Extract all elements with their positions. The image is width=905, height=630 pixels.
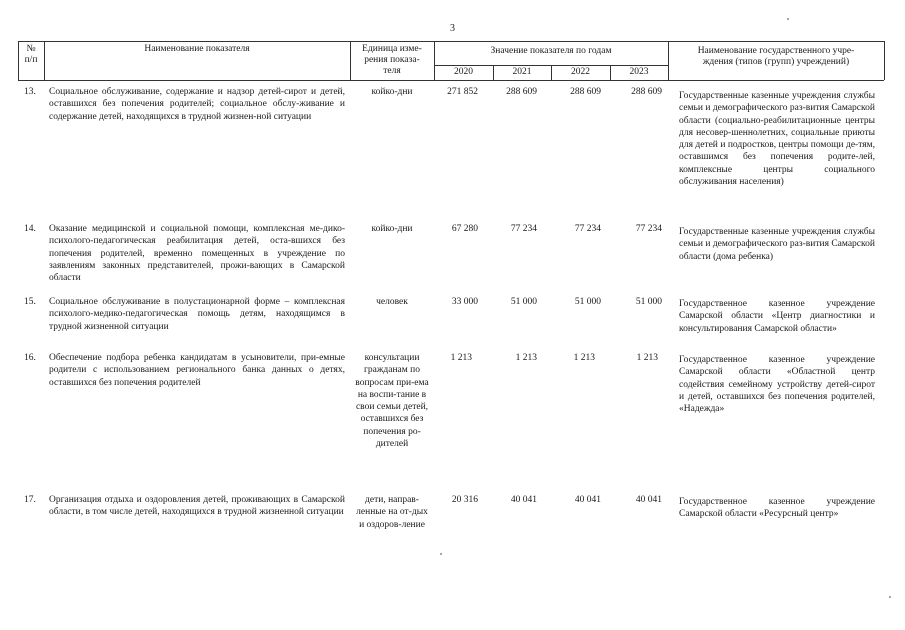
- unit: койко-дни: [371, 87, 413, 97]
- institution-name: Государственное казенное учреждение Самарской области «Ресурсный центр»: [679, 497, 875, 520]
- value-2023: 77 234: [635, 224, 662, 234]
- scan-speck: [440, 553, 442, 555]
- header-institution: Наименование государственного учре- ждения (типов (групп) учреждений): [697, 46, 855, 67]
- indicator-name: Оказание медицинской и социальной помощи, комплексная ме-дико-психолого-педагогическая реабилитация детей, оста-вшихся без попечения родителей, временно помещенных в учреждение по заявлениям законных представителей, прожи-вающих в Самарской области: [49, 224, 345, 284]
- value-2022: 40 041: [574, 495, 601, 505]
- header-unit: Единица изме- рения показа- теля: [362, 44, 422, 76]
- header-year: 2022: [571, 67, 590, 77]
- value-2022: 288 609: [570, 87, 601, 97]
- row-number: 13.: [24, 87, 36, 97]
- page-number: 3: [450, 23, 455, 34]
- indicator-name: Обеспечение подбора ребенка кандидатам в усыновители, при-емные родители с использованием регионального банка данных о детях, оставшихся без попечения родителей: [49, 353, 345, 388]
- value-2020: 20 316: [451, 495, 478, 505]
- institution-name: Государственное казенное учреждение Самарской области «Центр диагностики и консультирования Самарской области»: [679, 299, 875, 334]
- table-border-right: [884, 41, 885, 80]
- value-2021: 288 609: [506, 87, 537, 97]
- value-2020: 67 280: [451, 224, 478, 234]
- row-number: 14.: [24, 224, 36, 234]
- header-indicator-name: Наименование показателя: [144, 44, 250, 54]
- indicator-name: Организация отдыха и оздоровления детей, проживающих в Самарской области, в том числе детей, находящихся в трудной жизненной ситуации: [49, 495, 345, 518]
- value-2021: 77 234: [510, 224, 537, 234]
- scan-speck: [787, 18, 789, 20]
- header-year: 2023: [629, 67, 649, 77]
- value-2021: 40 041: [510, 495, 537, 505]
- table-header-top-border: [18, 41, 884, 42]
- value-2023: 288 609: [631, 87, 662, 97]
- value-2022: 51 000: [574, 297, 601, 307]
- unit: дети, направ-ленные на от-дых и оздоров-ление: [356, 495, 428, 530]
- unit: койко-дни: [371, 224, 413, 234]
- unit: человек: [376, 297, 408, 307]
- header-number: № п/п: [24, 44, 38, 65]
- unit: консультации гражданам по вопросам при-ема на воспи-тание в свои семьи детей, оставшихся без попечения ро-дителей: [355, 353, 429, 450]
- header-year: 2021: [512, 67, 532, 77]
- institution-name: Государственные казенные учреждения службы семьи и демографического раз-вития Самарской области (социально-реабилитационные центры для несовер-шеннолетних, социальные приюты для детей и подростков, центры помощи де-тям, оставшимся без попечения родите-лей, комплексные центры социального обслуживания населения): [679, 91, 875, 188]
- value-2023: 51 000: [635, 297, 662, 307]
- institution-name: Государственное казенное учреждение Самарской области «Областной центр содействия семейному устройству детей-сирот и детей, оставшихся без попечения родителей, «Надежда»: [679, 355, 875, 415]
- value-2022: 77 234: [574, 224, 601, 234]
- indicator-name: Социальное обслуживание, содержание и надзор детей-сирот и детей, оставшихся без попечения родителей; социальное обслу-живание и содержание детей, находящихся в трудной жизнен-ной ситуации: [49, 87, 345, 122]
- row-number: 16.: [24, 353, 36, 363]
- value-2021: 51 000: [510, 297, 537, 307]
- value-2020: 33 000: [451, 297, 478, 307]
- value-2023: 1 213: [636, 353, 658, 363]
- value-2020: 271 852: [447, 87, 478, 97]
- table-header-bottom-border: [18, 80, 884, 81]
- row-number: 15.: [24, 297, 36, 307]
- header-values-by-year: Значение показателя по годам: [490, 46, 612, 56]
- value-2021: 1 213: [515, 353, 537, 363]
- row-number: 17.: [24, 495, 36, 505]
- value-2023: 40 041: [635, 495, 662, 505]
- scan-speck: [889, 596, 891, 598]
- institution-name: Государственные казенные учреждения службы семьи и демографического раз-вития Самарской области (дома ребенка): [679, 227, 875, 262]
- indicator-name: Социальное обслуживание в полустационарной форме – комплексная психолого-медико-педагогическая помощь детям, находящимся в трудной жизненной ситуации: [49, 297, 345, 332]
- value-2020: 1 213: [450, 353, 472, 363]
- value-2022: 1 213: [573, 353, 595, 363]
- header-year: 2020: [454, 67, 473, 77]
